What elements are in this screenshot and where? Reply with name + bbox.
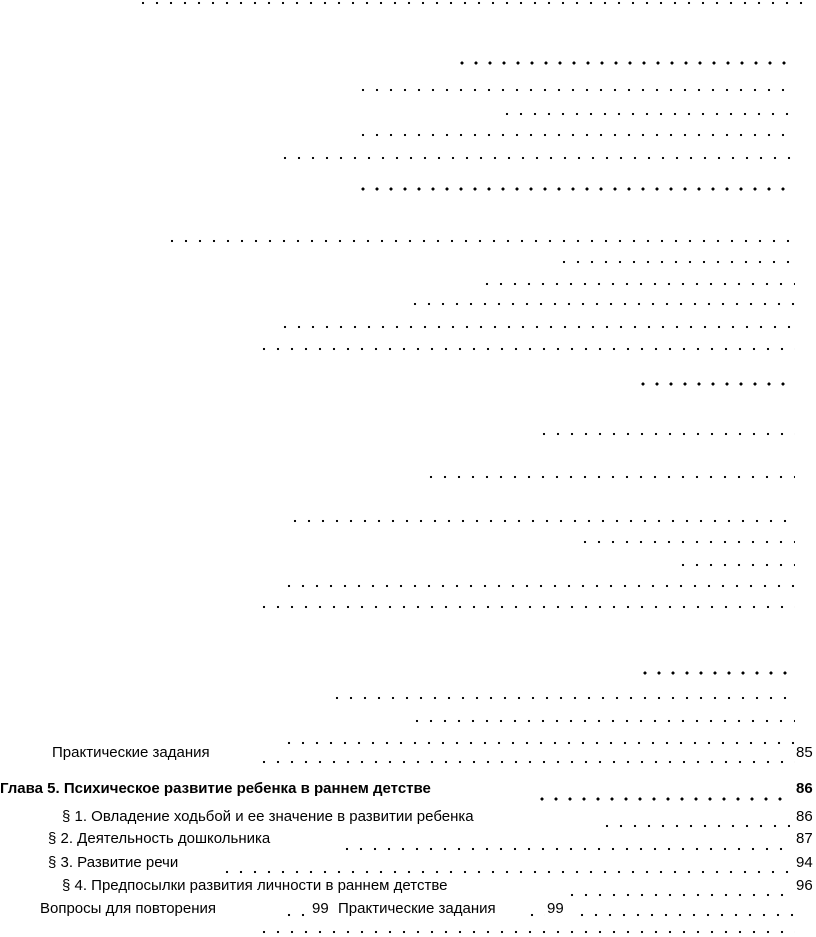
toc-section-2[interactable]	[48, 830, 270, 848]
toc-entry-page: 99	[312, 900, 329, 917]
dot-leader	[557, 260, 795, 264]
dot-leader	[676, 563, 795, 567]
dot-leader	[565, 893, 790, 897]
dot-leader	[282, 741, 795, 745]
toc-section-page: 96	[796, 877, 813, 894]
dot-leader	[220, 870, 790, 874]
dot-leader	[278, 325, 795, 329]
dot-leader	[278, 156, 795, 160]
toc-section-3[interactable]	[48, 854, 178, 872]
dot-leader	[136, 1, 804, 5]
toc-entry-title: Вопросы для повторения	[40, 900, 217, 917]
dot-leader	[480, 282, 795, 286]
dot-leader	[424, 475, 795, 479]
dot-leader	[537, 432, 795, 436]
toc-chapter-5[interactable]	[0, 780, 431, 798]
toc-section-page: 94	[796, 854, 813, 871]
toc-section-page: 87	[796, 830, 813, 847]
dot-leader	[410, 719, 795, 723]
toc-practical-tasks-2[interactable]	[338, 900, 496, 918]
dot-leader	[340, 847, 790, 851]
dot-leader	[165, 239, 795, 243]
dot-leader	[525, 913, 545, 917]
dot-leader	[330, 696, 795, 700]
toc-chapter-title: Глава 5. Психическое развитие ребенка в раннем детстве	[0, 780, 431, 797]
dot-leader	[500, 112, 795, 116]
dot-leader	[257, 760, 795, 764]
toc-questions[interactable]	[40, 900, 216, 918]
dot-leader	[636, 382, 795, 386]
dot-leader	[600, 824, 790, 828]
dot-leader	[282, 913, 312, 917]
dot-leader	[408, 302, 795, 306]
toc-entry-page: 99	[547, 900, 564, 917]
toc-section-title: § 2. Деятельность дошкольника	[48, 830, 271, 847]
toc-entry-title: Практические задания	[338, 900, 496, 917]
dot-leader	[257, 930, 795, 934]
dot-leader	[282, 584, 795, 588]
toc-section-page: 86	[796, 808, 813, 825]
dot-leader	[535, 797, 790, 801]
toc-entry-page: 85	[796, 744, 813, 761]
dot-leader	[575, 913, 800, 917]
toc-section-4[interactable]	[62, 877, 447, 895]
dot-leader	[288, 519, 795, 523]
dot-leader	[356, 88, 795, 92]
dot-leader	[578, 540, 795, 544]
toc-entry-practical-tasks[interactable]	[52, 744, 210, 762]
toc-section-title: § 3. Развитие речи	[48, 854, 179, 871]
dot-leader	[638, 671, 795, 675]
toc-section-title: § 1. Овладение ходьбой и ее значение в развитии ребенка	[62, 808, 474, 825]
toc-entry-title: Практические задания	[52, 744, 210, 761]
dot-leader	[257, 605, 795, 609]
dot-leader	[356, 187, 795, 191]
toc-section-title: § 4. Предпосылки развития личности в раннем детстве	[62, 877, 448, 894]
dot-leader	[455, 61, 795, 65]
toc-section-1[interactable]	[62, 808, 474, 826]
toc-chapter-page: 86	[796, 780, 813, 797]
dot-leader	[356, 133, 795, 137]
dot-leader	[257, 347, 795, 351]
